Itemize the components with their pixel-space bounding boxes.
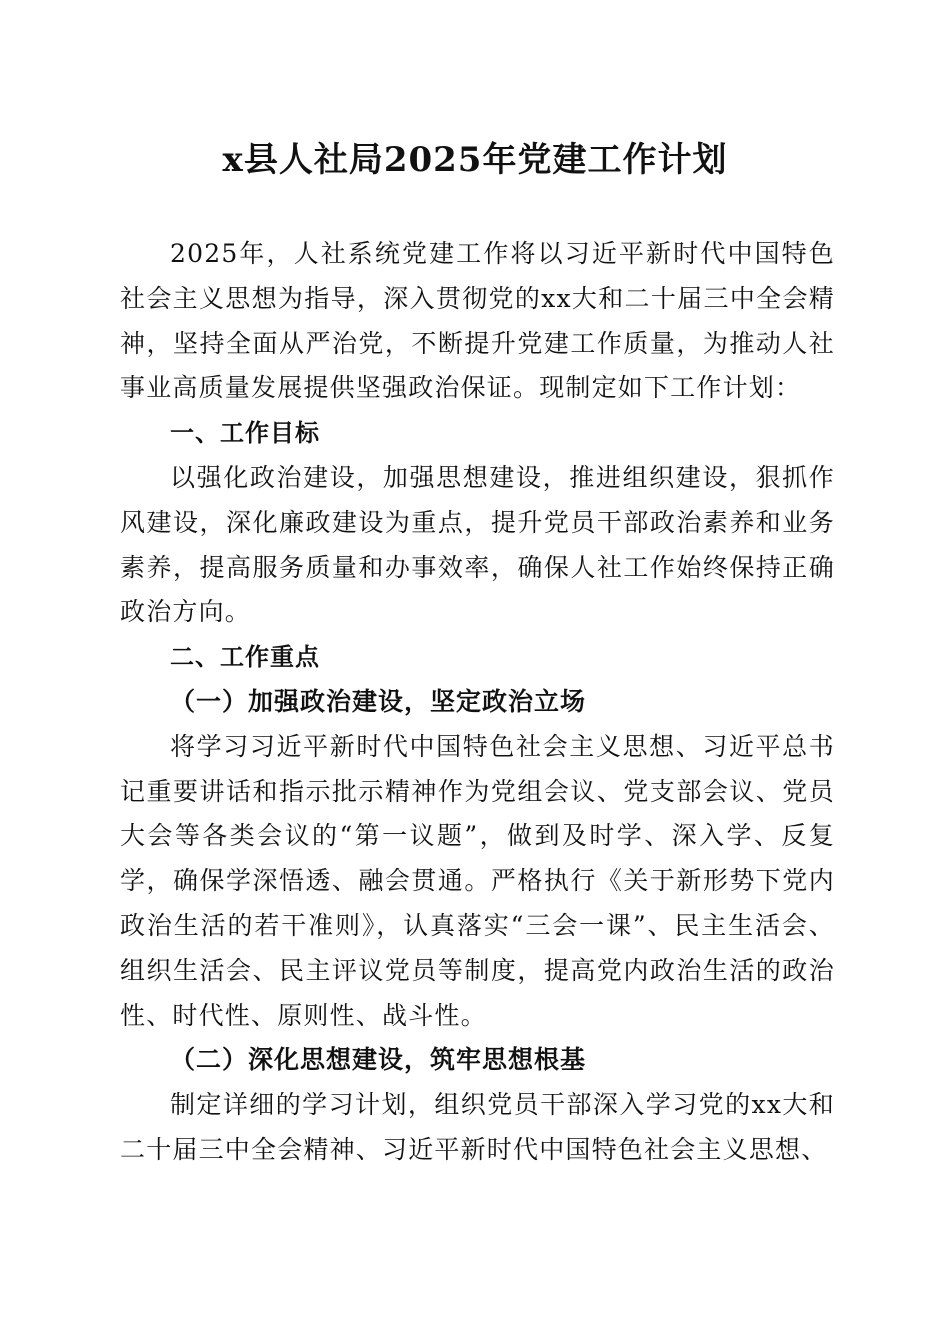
political-building-paragraph: 将学习习近平新时代中国特色社会主义思想、习近平总书记重要讲话和指示批示精神作为党组会议、党支部会议、党员大会等各类会议的“第一议题”，做到及时学、深入学、反复学，确保学深悟透、融会贯通。严格执行《关于新形势下党内政治生活的若干准则》，认真落实“三会一课”、民主生活会、组织生活会、民主评议党员等制度，提高党内政治生活的政治性、时代性、原则性、战斗性。 — [120, 731, 835, 1030]
intro-paragraph: 2025年，人社系统党建工作将以习近平新时代中国特色社会主义思想为指导，深入贯彻党的xx大和二十届三中全会精神，坚持全面从严治党，不断提升党建工作质量，为推动人社事业高质量发展提供坚强政治保证。现制定如下工作计划： — [120, 239, 835, 403]
subheading-ideological-building: （二）深化思想建设，筑牢思想根基 — [170, 1045, 587, 1075]
goals-paragraph: 以强化政治建设，加强思想建设，推进组织建设，狠抓作风建设，深化廉政建设为重点，提升党员干部政治素养和业务素养，提高服务质量和办事效率，确保人社工作始终保持正确政治方向。 — [120, 462, 835, 627]
ideological-building-paragraph: 制定详细的学习计划，组织党员干部深入学习党的xx大和二十届三中全会精神、习近平新时代中国特色社会主义思想、 — [120, 1090, 835, 1164]
page-title: x县人社局2025年党建工作计划 — [222, 140, 728, 180]
subheading-political-building: （一）加强政治建设，坚定政治立场 — [170, 686, 587, 716]
section-heading-priorities: 二、工作重点 — [170, 643, 320, 672]
document-body — [120, 232, 835, 1173]
section-heading-goals: 一、工作目标 — [170, 419, 320, 448]
